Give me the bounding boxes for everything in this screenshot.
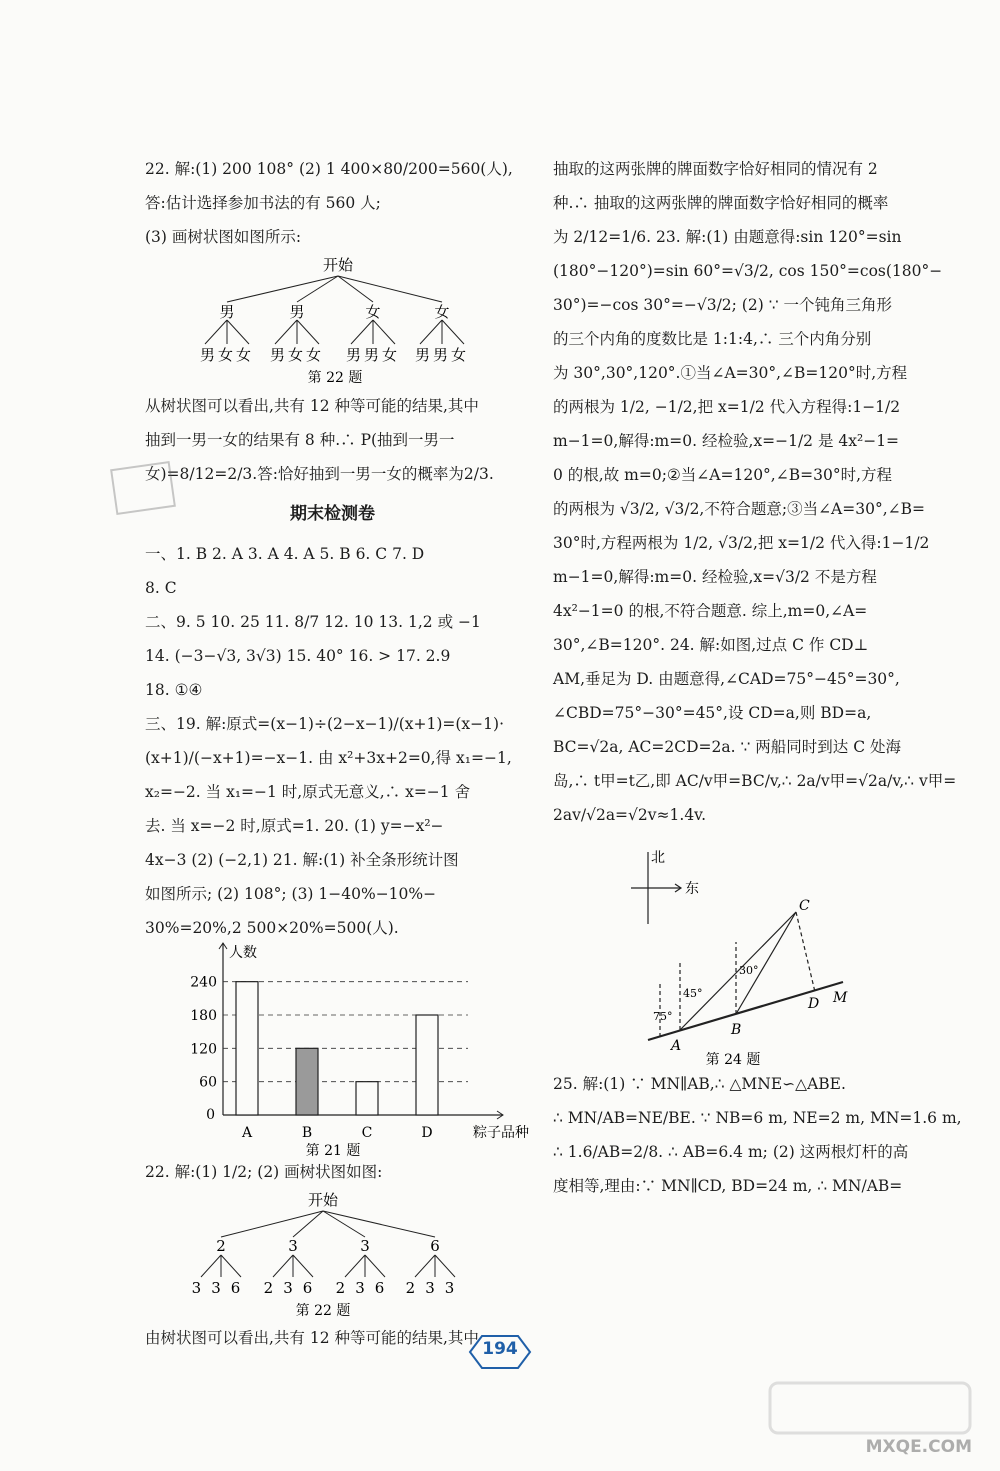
r-line-7: 为 30°,30°,120°.①当∠A=30°,∠B=120°时,方程 — [553, 364, 908, 382]
q22a-line-3: (3) 画树状图如图所示: — [145, 228, 302, 246]
r-line-11: 的两根为 √3/2, √3/2,不符合题意;③当∠A=30°,∠B= — [553, 500, 926, 518]
page-number: 194 — [482, 1339, 518, 1359]
s2-line-3: 18. ①④ — [145, 681, 203, 699]
chart-caption: 第 21 题 — [305, 1143, 361, 1159]
q22b-line-2: 由树状图可以看出,共有 12 种等可能的结果,其中 — [145, 1329, 479, 1347]
r-line-1: 抽取的这两张牌的牌面数字恰好相同的情况有 2 — [553, 160, 878, 178]
y-tick-label-240: 240 — [190, 974, 217, 991]
tree-diagram-gender — [145, 254, 520, 389]
label-a30: 30° — [739, 964, 759, 977]
r-line-15: 30°,∠B=120°. 24. 解:如图,过点 C 作 CD⊥ — [553, 636, 869, 654]
tree1-l1-4: 女 — [434, 303, 450, 321]
tree1-l2-3: 男男女 — [345, 346, 401, 364]
point-b: B — [731, 1022, 742, 1038]
r-line-12: 30°时,方程两根为 1/2, √3/2,把 x=1/2 代入得:1−1/2 — [553, 534, 930, 552]
r-line-5: 30°)=−cos 30°=−√3/2; (2) ∵ 一个钝角三角形 — [553, 296, 892, 314]
label-a45: 45° — [683, 987, 703, 1000]
tree1-l1-3: 女 — [365, 303, 381, 321]
tree1-l2-1: 男女女 — [199, 346, 255, 364]
tree1-l2-2: 男女女 — [269, 346, 325, 364]
r-line-17: ∠CBD=75°−30°=45°,设 CD=a,则 BD=a, — [553, 704, 872, 722]
point-m: M — [833, 990, 848, 1006]
x-tick-label-B: B — [301, 1125, 313, 1141]
faded-stamp — [108, 460, 178, 516]
tree2-l1-3: 3 — [360, 1237, 370, 1255]
tree2-root: 开始 — [307, 1191, 339, 1209]
tree2-l1-4: 6 — [430, 1237, 440, 1255]
r-line-14: 4x²−1=0 的根,不符合题意. 综上,m=0,∠A= — [553, 602, 868, 620]
s3-line-3: x₂=−2. 当 x₁=−1 时,原式无意义,∴ x=−1 舍 — [145, 783, 471, 801]
tree2-l2-3: 236 — [335, 1279, 395, 1297]
q22a-line-4: 从树状图可以看出,共有 12 种等可能的结果,其中 — [145, 397, 479, 415]
section-title: 期末检测卷 — [290, 504, 375, 524]
north-label: 北 — [651, 850, 665, 866]
y-axis-label: 人数 — [229, 945, 257, 961]
tree1-root: 开始 — [322, 256, 354, 274]
tree1-l1-1: 男 — [219, 303, 235, 321]
bar-D — [416, 1015, 438, 1115]
x-tick-label-A: A — [241, 1125, 253, 1141]
r-line-4: (180°−120°)=sin 60°=√3/2, cos 150°=cos(180°− — [553, 262, 943, 280]
s3-line-7: 30%=20%,2 500×20%=500(人). — [145, 919, 399, 937]
s2-line-2: 14. (−3−√3, 3√3) 15. 40° 16. > 17. 2.9 — [145, 647, 451, 665]
y-tick-label-60: 60 — [199, 1074, 217, 1091]
r-line-16: AM,垂足为 D. 由题意得,∠CAD=75°−45°=30°, — [553, 670, 900, 688]
point-a: A — [671, 1038, 682, 1054]
r-line-20: 2av/√2a=√2v≈1.4v. — [553, 806, 707, 824]
q22a-line-6: 女)=8/12=2/3.答:恰好抽到一男一女的概率为2/3. — [145, 465, 494, 483]
point-d: D — [808, 996, 820, 1012]
x-tick-label-C: C — [361, 1125, 373, 1141]
q22a-line-2: 答:估计选择参加书法的有 560 人; — [145, 194, 381, 212]
bar-A — [236, 982, 258, 1115]
tree2-l2-2: 236 — [263, 1279, 323, 1297]
s3-line-5: 4x−3 (2) (−2,1) 21. 解:(1) 补全条形统计图 — [145, 851, 459, 869]
r-line-6: 的三个内角的度数比是 1:1:4,∴ 三个内角分别 — [553, 330, 872, 348]
left-column — [145, 152, 529, 1355]
tree-diagram-numbers — [145, 1189, 520, 1321]
y-tick-label-120: 120 — [190, 1041, 217, 1058]
x-axis-label: 粽子品种 — [473, 1125, 529, 1141]
east-label: 东 — [685, 881, 699, 897]
s1-line-2: 8. C — [145, 579, 177, 597]
watermark-text: MXQE.COM — [865, 1437, 972, 1457]
r-line-24: 度相等,理由:∵ MN∥CD, BD=24 m, ∴ MN/AB= — [553, 1177, 903, 1195]
tree1-caption: 第 22 题 — [307, 370, 363, 386]
r-line-2: 种.∴ 抽取的这两张牌的牌面数字恰好相同的概率 — [553, 194, 889, 212]
bar-B — [296, 1048, 318, 1115]
fig24-caption: 第 24 题 — [705, 1052, 761, 1068]
tree2-l1-2: 3 — [288, 1237, 298, 1255]
r-line-3: 为 2/12=1/6. 23. 解:(1) 由题意得:sin 120°=sin — [553, 228, 902, 246]
right-column — [553, 152, 962, 1203]
bar-chart-21 — [145, 945, 529, 1159]
tree1-l2-4: 男男女 — [414, 346, 470, 364]
s2-line-1: 二、9. 5 10. 25 11. 8/7 12. 10 13. 1,2 或 −1 — [145, 613, 481, 631]
tree2-l2-4: 233 — [405, 1279, 465, 1297]
r-line-23: ∴ 1.6/AB=2/8. ∴ AB=6.4 m; (2) 这两根灯杆的高 — [553, 1143, 909, 1161]
q22a-line-5: 抽到一男一女的结果有 8 种.∴ P(抽到一男一 — [145, 431, 455, 449]
tree2-l1-1: 2 — [216, 1237, 226, 1255]
tree1-l1-2: 男 — [289, 303, 305, 321]
r-line-9: m−1=0,解得:m=0. 经检验,x=−1/2 是 4x²−1= — [553, 432, 900, 450]
s3-line-4: 去. 当 x=−2 时,原式=1. 20. (1) y=−x²− — [145, 817, 444, 835]
s1-line-1: 一、1. B 2. A 3. A 4. A 5. B 6. C 7. D — [145, 545, 425, 563]
tree2-caption: 第 22 题 — [295, 1303, 351, 1319]
q22b-line-1: 22. 解:(1) 1/2; (2) 画树状图如图: — [145, 1163, 383, 1181]
r-line-22: ∴ MN/AB=NE/BE. ∵ NB=6 m, NE=2 m, MN=1.6 m, — [553, 1109, 962, 1127]
y-tick-label-180: 180 — [190, 1008, 217, 1024]
r-line-8: 的两根为 1/2, −1/2,把 x=1/2 代入方程得:1−1/2 — [553, 398, 901, 416]
r-line-10: 0 的根,故 m=0;②当∠A=120°,∠B=30°时,方程 — [553, 466, 893, 484]
s3-line-2: (x+1)/(−x+1)=−x−1. 由 x²+3x+2=0,得 x₁=−1, — [145, 749, 512, 767]
r-line-19: 岛,∴ t甲=t乙,即 AC/v甲=BC/v,∴ 2a/v甲=√2a/v,∴ v甲= — [553, 772, 957, 790]
r-line-21: 25. 解:(1) ∵ MN∥AB,∴ △MNE∽△ABE. — [553, 1075, 846, 1093]
bar-C — [356, 1082, 378, 1115]
r-line-18: BC=√2a, AC=2CD=2a. ∵ 两船同时到达 C 处海 — [553, 738, 901, 756]
y-tick-label-0: 0 — [206, 1107, 215, 1123]
x-tick-label-D: D — [421, 1125, 433, 1141]
q22a-line-1: 22. 解:(1) 200 108° (2) 1 400×80/200=560(人), — [145, 160, 513, 178]
tree2-l2-1: 336 — [191, 1279, 251, 1297]
r-line-13: m−1=0,解得:m=0. 经检验,x=√3/2 不是方程 — [553, 568, 877, 586]
figure-24-geometry — [553, 832, 931, 1067]
point-c: C — [799, 898, 810, 914]
s3-line-1: 三、19. 解:原式=(x−1)÷(2−x−1)/(x+1)=(x−1)· — [145, 715, 504, 733]
label-a75: 75° — [653, 1010, 673, 1023]
s3-line-6: 如图所示; (2) 108°; (3) 1−40%−10%− — [145, 885, 437, 903]
